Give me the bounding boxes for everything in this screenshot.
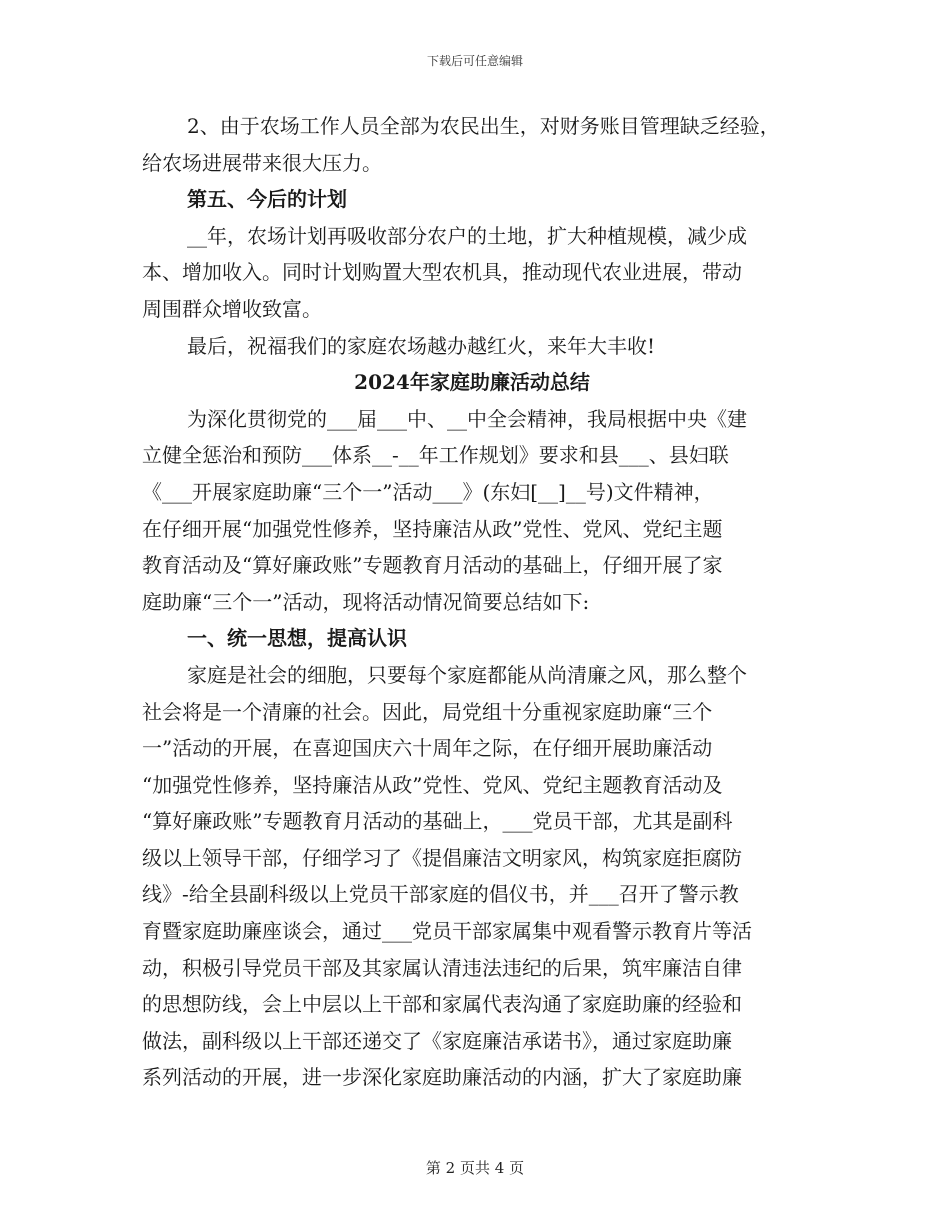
text-line: 级以上领导干部，仔细学习了《提倡廉洁文明家风，构筑家庭拒腐防 xyxy=(142,845,742,870)
text-line: “加强党性修养，坚持廉洁从政”党性、党风、党纪主题教育活动及 xyxy=(142,772,723,797)
text-line: 家庭是社会的细胞，只要每个家庭都能从尚清廉之风，那么整个 xyxy=(187,662,747,687)
document-title: 2024年家庭助廉活动总结 xyxy=(354,370,590,395)
text-line: 《___开展家庭助廉“三个一”活动___》(东妇[__]__号)文件精神， xyxy=(142,479,714,504)
text-line: 系列活动的开展，进一步深化家庭助廉活动的内涵，扩大了家庭助廉 xyxy=(142,1065,742,1090)
text-line: 最后，祝福我们的家庭农场越办越红火，来年大丰收! xyxy=(187,333,656,358)
text-line: 做法，副科级以上干部还递交了《家庭廉洁承诺书》，通过家庭助廉 xyxy=(142,1028,732,1053)
document-body xyxy=(142,108,802,1096)
text-line: 立健全惩治和预防___体系__-__年工作规划》要求和县___、县妇联 xyxy=(142,443,729,468)
text-line: 社会将是一个清廉的社会。因此，局党组十分重视家庭助廉“三个 xyxy=(142,699,713,724)
page-footer: 第 2 页共 4 页 xyxy=(425,1159,525,1177)
text-line: 的思想防线，会上中层以上干部和家属代表沟通了家庭助廉的经验和 xyxy=(142,992,742,1017)
section-heading: 一、统一思想，提高认识 xyxy=(187,626,407,651)
text-line: 周围群众增收致富。 xyxy=(142,296,322,321)
page-header: 下载后可任意编辑 xyxy=(426,54,523,68)
text-line: 在仔细开展“加强党性修养，坚持廉洁从政”党性、党风、党纪主题 xyxy=(142,516,723,541)
text-line: 庭助廉“三个一”活动，现将活动情况简要总结如下: xyxy=(142,589,590,614)
text-line: 动，积极引导党员干部及其家属认清违法违纪的后果，筑牢廉洁自律 xyxy=(142,955,742,980)
text-line: “算好廉政账”专题教育月活动的基础上，___党员干部，尤其是副科 xyxy=(142,809,733,834)
section-heading: 第五、今后的计划 xyxy=(187,187,347,212)
text-line: 线》-给全县副科级以上党员干部家庭的倡仪书，并___召开了警示教 xyxy=(142,882,739,907)
text-line: __年，农场计划再吸收部分农户的土地，扩大种植规模，减少成 xyxy=(187,223,747,248)
text-line: 给农场进展带来很大压力。 xyxy=(142,150,382,175)
text-line: 育暨家庭助廉座谈会，通过___党员干部家属集中观看警示教育片等活 xyxy=(142,919,752,944)
text-line: 教育活动及“算好廉政账”专题教育月活动的基础上，仔细开展了家 xyxy=(142,553,723,578)
text-line: 2、由于农场工作人员全部为农民出生，对财务账目管理缺乏经验， xyxy=(187,114,780,138)
text-line: 一”活动的开展，在喜迎国庆六十周年之际，在仔细开展助廉活动 xyxy=(142,736,713,761)
text-line: 本、增加收入。同时计划购置大型农机具，推动现代农业进展，带动 xyxy=(142,260,742,285)
text-line: 为深化贯彻党的___届___中、__中全会精神，我局根据中央《建 xyxy=(187,406,747,431)
